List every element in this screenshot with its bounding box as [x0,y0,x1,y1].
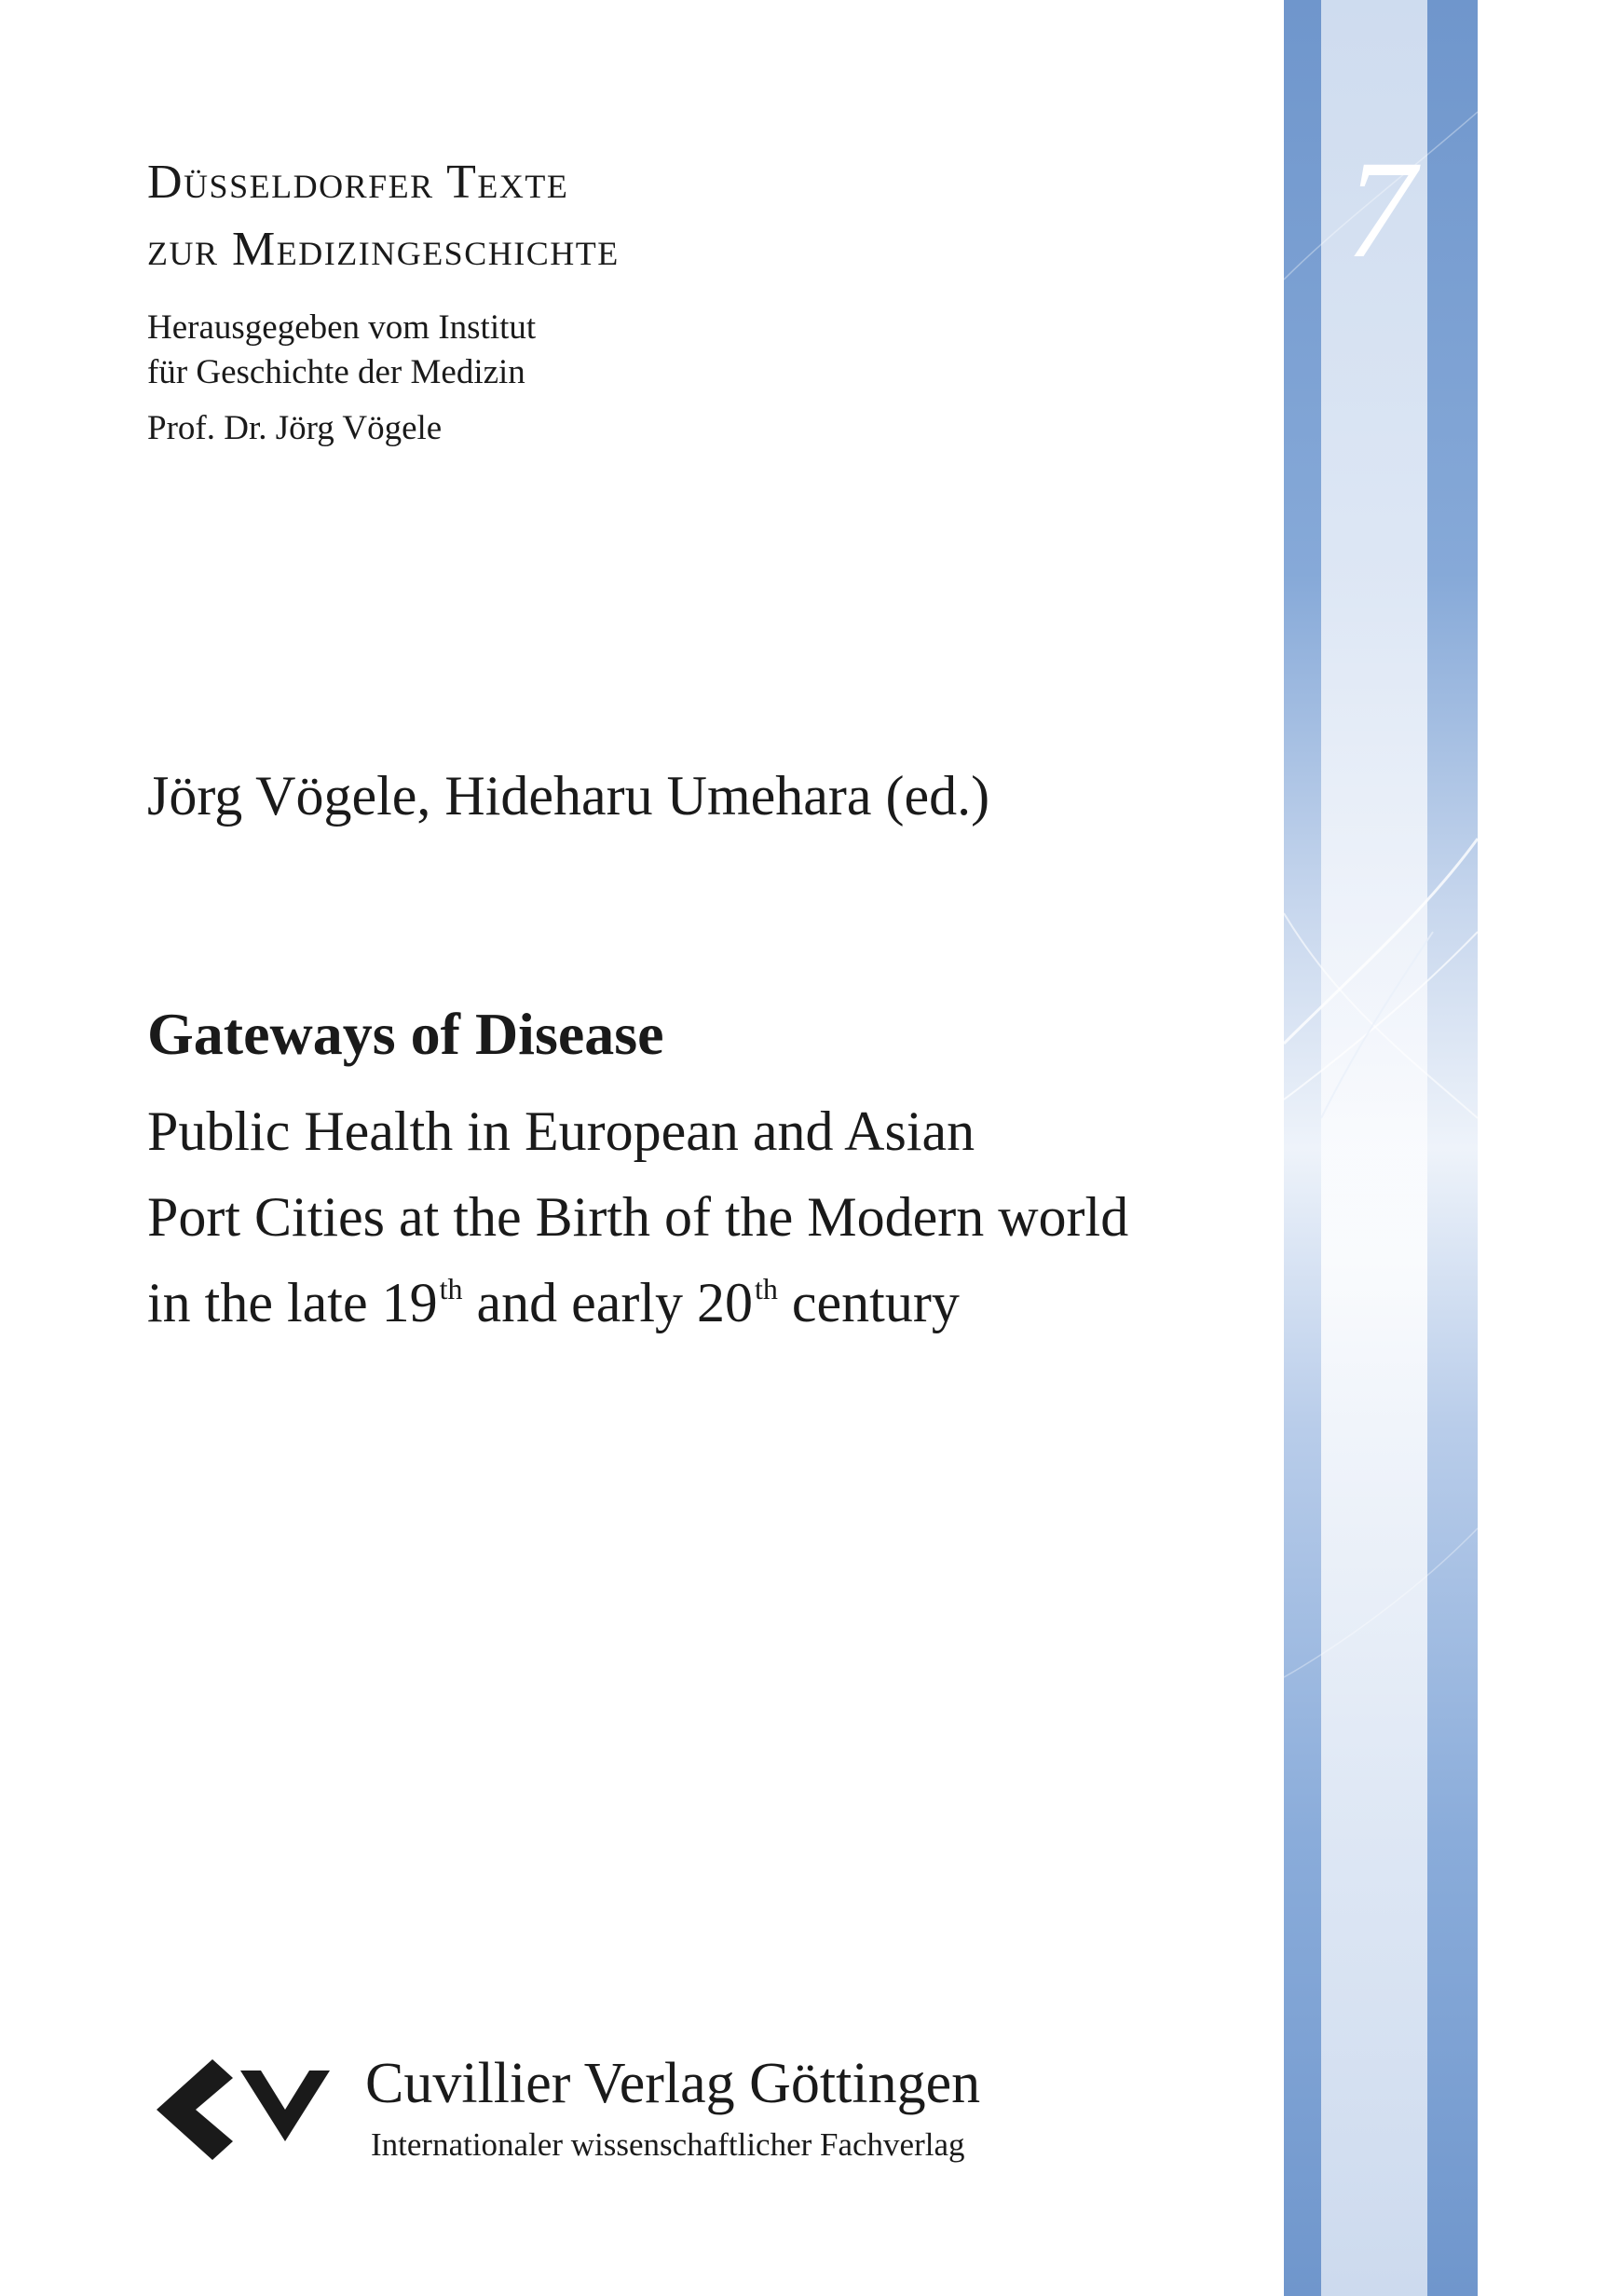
subtitle-line3-sup1: th [439,1272,463,1305]
series-publisher-line1: Herausgegeben vom Institut [147,308,537,347]
series-title-line1: Düsseldorfer Texte [147,156,569,209]
series-publisher-info [147,306,536,451]
publisher-name: Cuvillier Verlag Göttingen [365,2052,981,2115]
subtitle-line2: Port Cities at the Birth of the Modern world [147,1186,1129,1248]
series-editor: Prof. Dr. Jörg Vögele [147,409,443,447]
subtitle-line3 [147,1260,1128,1354]
subtitle-line3-part2: and early 20 [462,1272,754,1333]
subtitle-line3-part1: in the late 19 [147,1272,438,1333]
subtitle-line3-part3: century [777,1272,960,1333]
spine-band [1284,0,1478,2296]
subtitle-line1: Public Health in European and Asian [147,1100,975,1162]
volume-number: 7 [1345,132,1416,287]
subtitle-line3-sup2: th [755,1272,778,1305]
series-publisher-line2: für Geschichte der Medizin [147,353,525,391]
book-subtitle [147,1088,1128,1354]
spine-graphic [1284,0,1478,2296]
book-title: Gateways of Disease [147,1001,664,1067]
series-title [147,149,620,283]
publisher-block [147,2050,1079,2171]
cuvillier-logo-icon [147,2052,334,2167]
book-authors: Jörg Vögele, Hideharu Umehara (ed.) [147,765,990,827]
series-title-line2: zur Medizingeschichte [147,223,620,276]
publisher-tagline: Internationaler wissenschaftlicher Fachverlag [371,2126,965,2163]
